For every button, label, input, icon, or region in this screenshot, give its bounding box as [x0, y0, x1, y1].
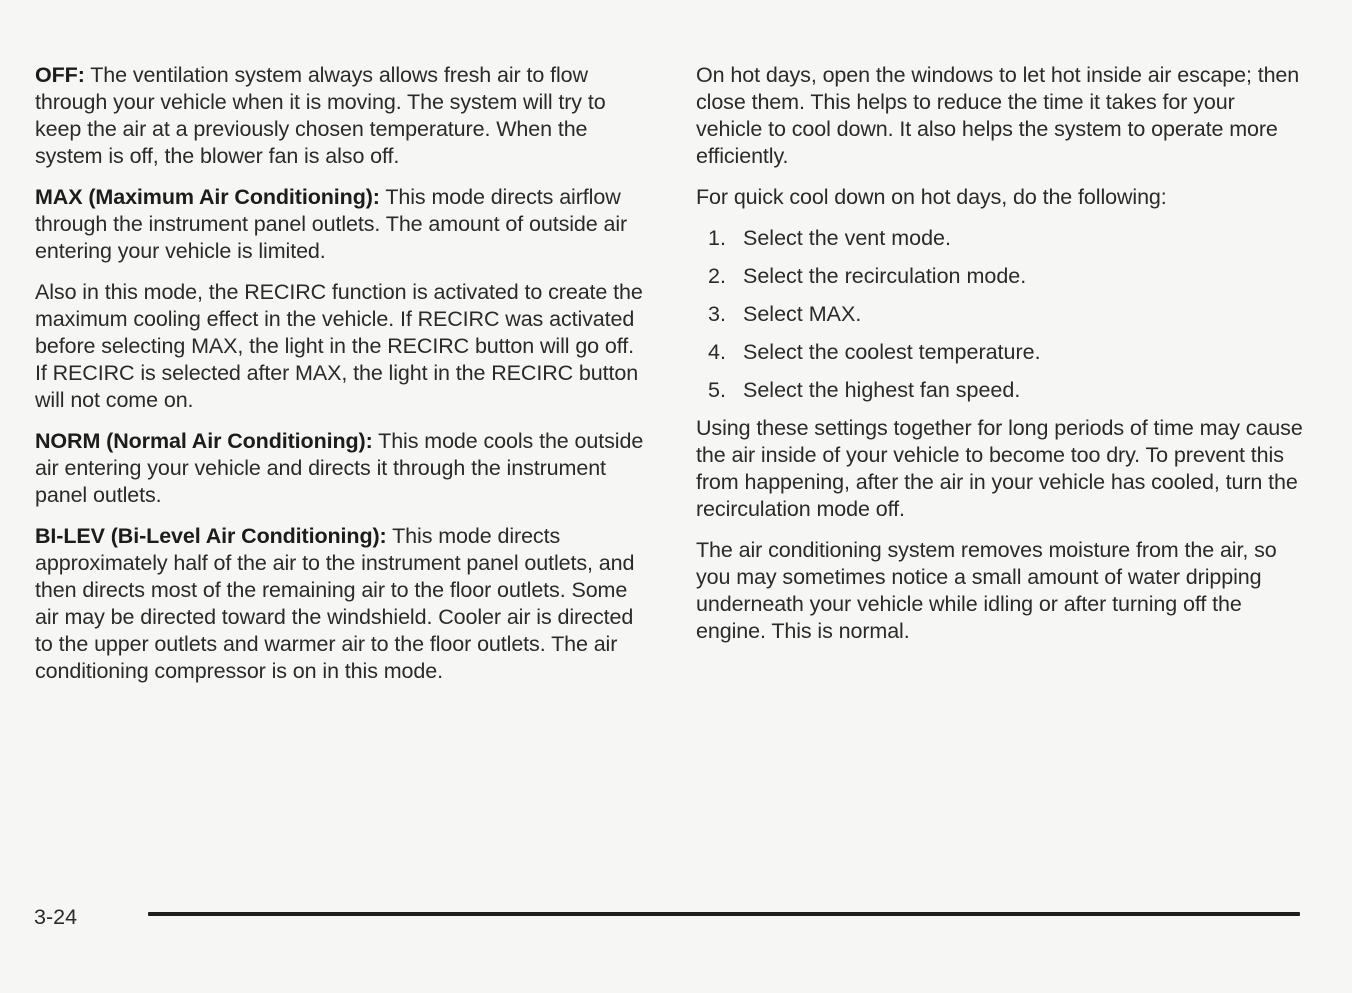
off-paragraph — [35, 62, 650, 170]
step-text: Select the vent mode. — [743, 226, 951, 250]
bilev-text: This mode directs approximately half of the air to the instrument panel outlets, and then directs most of the remaining air to the floor outlets. Some air may be directed toward the windshield. Cooler air is directed to the upper outlets and warmer air to the floor outlets. The air conditioning compressor is on in this mode. — [35, 524, 635, 683]
max-paragraph — [35, 184, 650, 265]
step-text: Select the highest fan speed. — [743, 378, 1021, 402]
step-text: Select MAX. — [743, 302, 862, 326]
norm-term: NORM (Normal Air Conditioning): — [35, 429, 373, 453]
max-recirc-note: Also in this mode, the RECIRC function is activated to create the maximum cooling effect in the vehicle. If RECIRC was activated before selecting MAX, the light in the RECIRC button will go off. If RECIRC is selected after MAX, the light in the RECIRC button will not come on. — [35, 280, 643, 412]
hot-days-paragraph: On hot days, open the windows to let hot inside air escape; then close them. This helps to reduce the time it takes for your vehicle to cool down. It also helps the system to operate more efficiently. — [696, 63, 1300, 168]
step-number: 2. — [708, 264, 726, 288]
max-text: This mode directs airflow through the instrument panel outlets. The amount of outside air entering your vehicle is limited. — [35, 185, 628, 263]
off-text: The ventilation system always allows fresh air to flow through your vehicle when it is moving. The system will try to keep the air at a previously chosen temperature. When the system is off, the blower fan is also off. — [35, 63, 606, 168]
step-number: 4. — [708, 340, 726, 364]
off-term: OFF: — [35, 63, 85, 87]
step-number: 3. — [708, 302, 726, 326]
norm-paragraph — [35, 428, 650, 509]
step-item — [696, 377, 1306, 404]
page-number: 3-24 — [34, 905, 78, 929]
right-column — [696, 62, 1306, 659]
step-item — [696, 263, 1306, 290]
step-number: 5. — [708, 378, 726, 402]
step-item — [696, 301, 1306, 328]
moisture-note-paragraph: The air conditioning system removes moisture from the air, so you may sometimes notice a small amount of water dripping underneath your vehicle while idling or after turning off the engine. This is normal. — [696, 538, 1277, 643]
norm-text: This mode cools the outside air entering your vehicle and directs it through the instrument panel outlets. — [35, 429, 644, 507]
step-item — [696, 339, 1306, 366]
step-number: 1. — [708, 226, 726, 250]
bilev-term: BI-LEV (Bi-Level Air Conditioning): — [35, 524, 387, 548]
quick-cool-steps — [696, 225, 1306, 404]
step-text: Select the recirculation mode. — [743, 264, 1027, 288]
settings-warning-paragraph: Using these settings together for long periods of time may cause the air inside of your vehicle to become too dry. To prevent this from happening, after the air in your vehicle has cooled, turn the recirculation mode off. — [696, 416, 1303, 521]
step-item — [696, 225, 1306, 252]
bilev-paragraph — [35, 523, 650, 685]
left-column — [35, 62, 650, 699]
footer-rule-divider — [148, 912, 1300, 916]
step-text: Select the coolest temperature. — [743, 340, 1041, 364]
quick-cool-intro: For quick cool down on hot days, do the following: — [696, 185, 1167, 209]
max-term: MAX (Maximum Air Conditioning): — [35, 185, 380, 209]
